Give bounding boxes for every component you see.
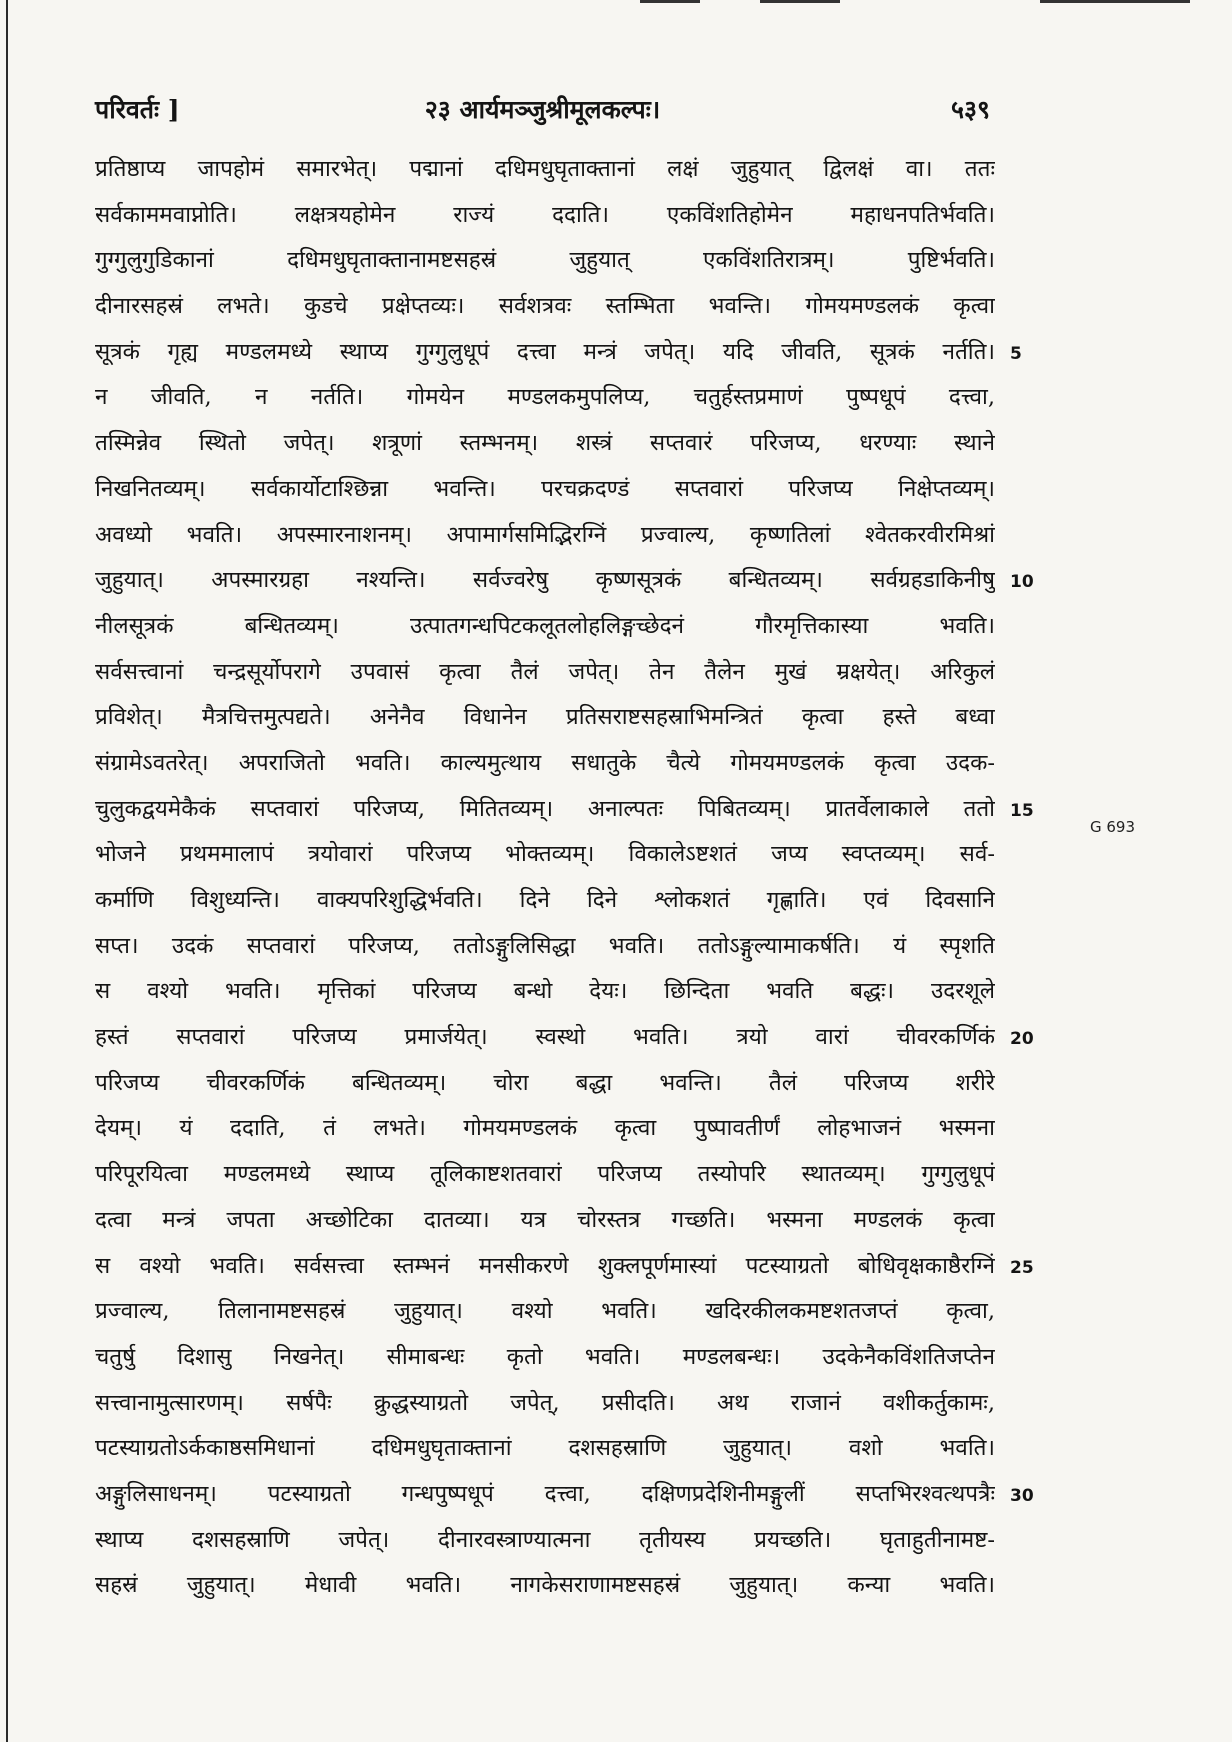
text-line: गुग्गुलुगुडिकानां दधिमधुघृताक्तानामष्टसहस्रं जुहुयात् एकविंशतिरात्रम्। पुष्टिर्भवति। (95, 247, 995, 274)
header-chapter: परिवर्तः ] (95, 95, 180, 124)
scan-mark (640, 0, 700, 3)
text-line: दीनारसहस्रं लभते। कुडचे प्रक्षेप्तव्यः। सर्वशत्रवः स्तम्भिता भवन्ति। गोमयमण्डलकं कृत्वा (95, 293, 995, 320)
line-number: 5 (1010, 343, 1022, 364)
text-line: अवध्यो भवति। अपस्मारनाशनम्। अपामार्गसमिद्भिरग्निं प्रज्वाल्य, कृष्णतिलां श्वेतकरवीरमिश्रां (95, 521, 995, 548)
scan-mark (1040, 0, 1190, 3)
text-line: सूत्रकं गृह्य मण्डलमध्ये स्थाप्य गुग्गुलुधूपं दत्त्वा मन्त्रं जपेत्। यदि जीवति, सूत्रकं नर्तति। (95, 338, 995, 365)
text-line: स वश्यो भवति। सर्वसत्त्वा स्तम्भनं मनसीकरणे शुक्लपूर्णमास्यां पटस्याग्रतो बोधिवृक्षकाष्ठैरग्निं (95, 1252, 995, 1279)
text-line: स वश्यो भवति। मृत्तिकां परिजप्य बन्धो देयः। छिन्दिता भवति बद्धः। उदरशूले (95, 978, 995, 1005)
running-header (95, 92, 990, 136)
text-line: सप्त। उदकं सप्तवारां परिजप्य, ततोऽङ्गुलिसिद्धा भवति। ततोऽङ्गुल्यामाकर्षति। यं स्पृशति (95, 932, 995, 959)
header-title: २३ आर्यमञ्जुश्रीमूलकल्पः। (424, 95, 661, 124)
text-line: पटस्याग्रतोऽर्ककाष्ठसमिधानां दधिमधुघृताक्तानां दशसहस्राणि जुहुयात्। वशो भवति। (95, 1435, 995, 1462)
text-line: देयम्। यं ददाति, तं लभते। गोमयमण्डलकं कृत्वा पुष्पावतीर्णं लोहभाजनं भस्मना (95, 1115, 995, 1142)
line-number: 30 (1010, 1486, 1034, 1507)
text-line: प्रतिष्ठाप्य जापहोमं समारभेत्। पद्मानां दधिमधुघृताक्तानां लक्षं जुहुयात् द्विलक्षं वा। ततः (95, 156, 995, 182)
text-line: चुलुकद्वयमेकैकं सप्तवारां परिजप्य, मितितव्यम्। अनाल्पतः पिबितव्यम्। प्रातर्वेलाकाले ततो (95, 795, 995, 822)
text-line: परिजप्य चीवरकर्णिकं बन्धितव्यम्। चोरा बद्धा भवन्ति। तैलं परिजप्य शरीरे (95, 1069, 995, 1096)
text-line: कर्माणि विशुध्यन्ति। वाक्यपरिशुद्धिर्भवति। दिने दिने श्लोकशतं गृह्णाति। एवं दिवसानि (95, 887, 995, 913)
text-line: भोजने प्रथममालापं त्रयोवारां परिजप्य भोक्तव्यम्। विकालेऽष्टशतं जप्य स्वप्तव्यम्। सर्व- (95, 841, 995, 868)
text-line: हस्तं सप्तवारां परिजप्य प्रमार्जयेत्। स्वस्थो भवति। त्रयो वारां चीवरकर्णिकं (95, 1024, 995, 1051)
text-line: सहस्रं जुहुयात्। मेधावी भवति। नागकेसराणामष्टसहस्रं जुहुयात्। कन्या भवति। (95, 1572, 995, 1599)
text-line: न जीवति, न नर्तति। गोमयेन मण्डलकमुपलिप्य, चतुर्हस्तप्रमाणं पुष्पधूपं दत्त्वा, (95, 384, 995, 411)
text-line: प्रज्वाल्य, तिलानामष्टसहस्रं जुहुयात्। वश्यो भवति। खदिरकीलकमष्टशतजप्तं कृत्वा, (95, 1298, 995, 1325)
line-number: 25 (1010, 1257, 1034, 1278)
margin-reference: G 693 (1090, 818, 1136, 836)
page-edge-rule (6, 0, 8, 1742)
line-number: 20 (1010, 1029, 1034, 1050)
scan-mark (760, 0, 840, 3)
text-line: चतुर्षु दिशासु निखनेत्। सीमाबन्धः कृतो भवति। मण्डलबन्धः। उदकेनैकविंशतिजप्तेन (95, 1343, 995, 1370)
text-line: निखनितव्यम्। सर्वकार्योटाश्छिन्ना भवन्ति। परचक्रदण्डं सप्तवारां परिजप्य निक्षेप्तव्यम्। (95, 475, 995, 502)
text-line: नीलसूत्रकं बन्धितव्यम्। उत्पातगन्धपिटकलूतलोहलिङ्गच्छेदनं गौरमृत्तिकास्या भवति। (95, 612, 995, 639)
text-line: परिपूरयित्वा मण्डलमध्ये स्थाप्य तूलिकाष्टशतवारां परिजप्य तस्योपरि स्थातव्यम्। गुग्गुलुधूपं (95, 1161, 995, 1188)
text-line: सर्वसत्त्वानां चन्द्रसूर्योपरागे उपवासं कृत्वा तैलं जपेत्। तेन तैलेन मुखं म्रक्षयेत्। अरिकुलं (95, 658, 995, 685)
text-line: अङ्गुलिसाधनम्। पटस्याग्रतो गन्धपुष्पधूपं दत्त्वा, दक्षिणप्रदेशिनीमङ्गुलीं सप्तभिरश्वत्थपत्रैः (95, 1480, 995, 1507)
page-number: ५३९ (950, 95, 990, 124)
text-line: तस्मिन्नेव स्थितो जपेत्। शत्रूणां स्तम्भनम्। शस्त्रं सप्तवारं परिजप्य, धरण्याः स्थाने (95, 430, 995, 457)
text-line: सत्त्वानामुत्सारणम्। सर्षपैः क्रुद्धस्याग्रतो जपेत्, प्रसीदति। अथ राजानं वशीकर्तुकामः, (95, 1389, 995, 1416)
text-line: स्थाप्य दशसहस्राणि जपेत्। दीनारवस्त्राण्यात्मना तृतीयस्य प्रयच्छति। घृताहुतीनामष्ट- (95, 1526, 995, 1553)
line-number: 10 (1010, 572, 1034, 593)
body-text (95, 147, 1005, 1609)
line-number: 15 (1010, 800, 1034, 821)
text-line: दत्वा मन्त्रं जपता अच्छोटिका दातव्या। यत्र चोरस्तत्र गच्छति। भस्मना मण्डलकं कृत्वा (95, 1206, 995, 1233)
text-line: जुहुयात्। अपस्मारग्रहा नश्यन्ति। सर्वज्वरेषु कृष्णसूत्रकं बन्धितव्यम्। सर्वग्रहडाकिनीषु (95, 567, 995, 594)
text-line: प्रविशेत्। मैत्रचित्तमुत्पद्यते। अनेनैव विधानेन प्रतिसराष्टसहस्राभिमन्त्रितं कृत्वा हस्ते बध्वा (95, 704, 995, 731)
text-line: सर्वकाममवाप्नोति। लक्षत्रयहोमेन राज्यं ददाति। एकविंशतिहोमेन महाधनपतिर्भवति। (95, 201, 995, 228)
text-line: संग्रामेऽवतरेत्। अपराजितो भवति। काल्यमुत्थाय सधातुके चैत्ये गोमयमण्डलकं कृत्वा उदक- (95, 749, 995, 776)
